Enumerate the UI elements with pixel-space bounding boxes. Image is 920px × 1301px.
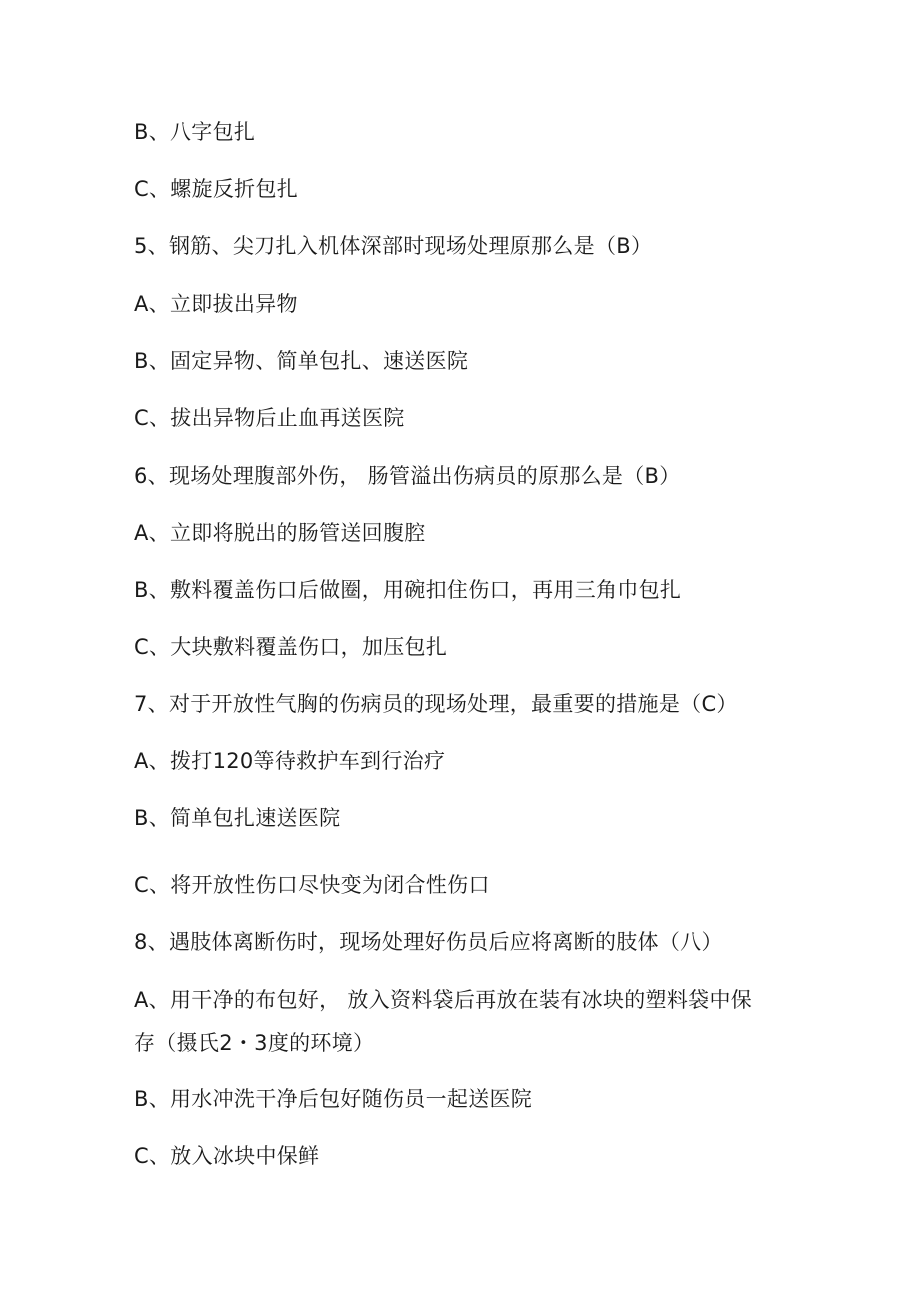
question-5: 5、钢筋、尖刀扎入机体深部时现场处理原那么是（B） — [134, 234, 653, 258]
question-8-option-b: B、用水冲洗干净后包好随伤员一起送医院 — [134, 1087, 533, 1111]
option-c-spiral-reverse-bandage: C、螺旋反折包扎 — [134, 177, 299, 201]
question-6-option-b: B、敷料覆盖伤口后做圈，用碗扣住伤口，再用三角巾包扎 — [134, 578, 682, 602]
question-8: 8、遇肢体离断伤时，现场处理好伤员后应将离断的肢体（八） — [134, 930, 723, 954]
question-7: 7、对于开放性气胸的伤病员的现场处理，最重要的措施是（C） — [134, 692, 738, 716]
question-7-option-c: C、将开放性伤口尽快变为闭合性伤口 — [134, 873, 490, 897]
question-5-option-a: A、立即拔出异物 — [134, 292, 298, 316]
question-5-option-b: B、固定异物、简单包扎、速送医院 — [134, 349, 469, 373]
question-5-option-c: C、拔出异物后止血再送医院 — [134, 406, 405, 430]
question-7-option-b: B、简单包扎速送医院 — [134, 806, 341, 830]
question-6-option-a: A、立即将脱出的肠管送回腹腔 — [134, 521, 426, 545]
question-7-option-a: A、拨打120等待救护车到行治疗 — [134, 749, 446, 773]
question-6: 6、现场处理腹部外伤， 肠管溢出伤病员的原那么是（B） — [134, 464, 681, 488]
question-8-option-c: C、放入冰块中保鲜 — [134, 1144, 320, 1168]
option-b-figure-eight-bandage: B、八字包扎 — [134, 120, 256, 144]
question-8-option-a-line-1: A、用干净的布包好， 放入资料袋后再放在装有冰块的塑料袋中保 — [134, 988, 753, 1012]
question-8-option-a-line-2: 存（摄氏2・3度的环境） — [134, 1031, 375, 1055]
question-6-option-c: C、大块敷料覆盖伤口，加压包扎 — [134, 635, 448, 659]
